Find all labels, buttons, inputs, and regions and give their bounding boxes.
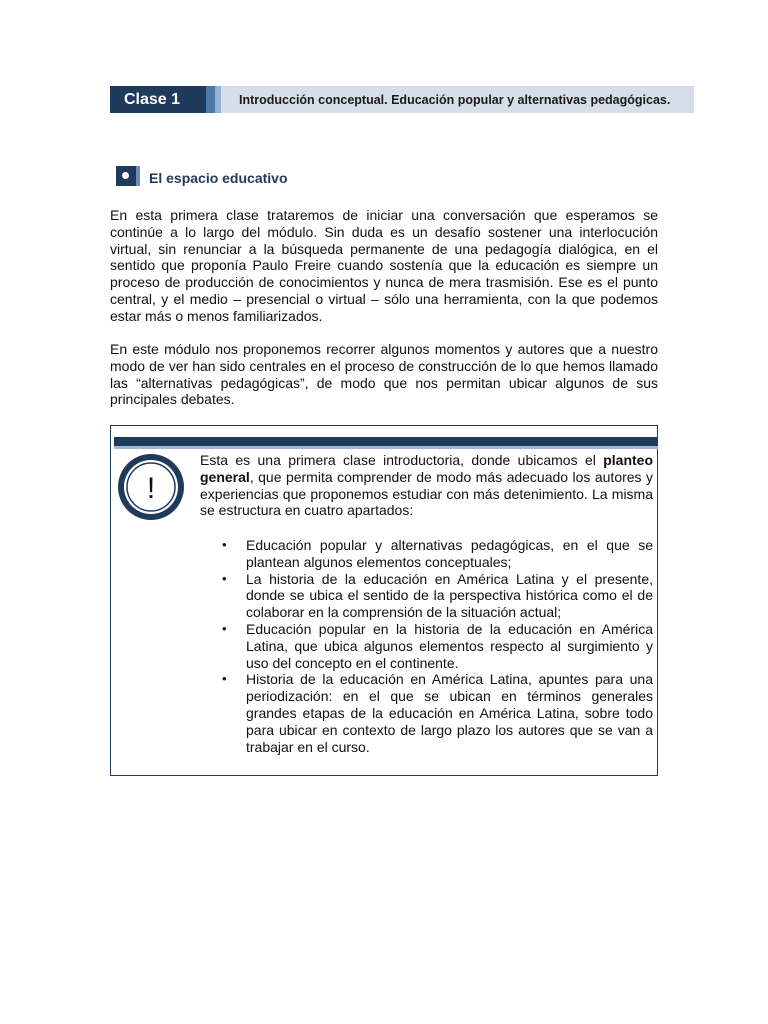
list-item: • Historia de la educación en América Latina, apuntes para una periodización: en el que se ubican en términos generales grandes etapas de la educación en América Latina, sobre todo para ubicar en contexto de largo plazo los autores que se van a trabajar en el curso. bbox=[200, 671, 653, 755]
class-header bbox=[110, 86, 694, 113]
info-box-bar bbox=[114, 437, 658, 446]
section-title: El espacio educativo bbox=[149, 170, 288, 186]
paragraph: En este módulo nos proponemos recorrer algunos momentos y autores que a nuestro modo de ver han sido centrales en el proceso de construcción de lo que hemos llamado las “alternativas pedagógicas”, de modo que nos permitan ubicar algunos de sus principales debates. bbox=[110, 341, 658, 408]
svg-text:!: ! bbox=[146, 472, 156, 505]
emphasis: planteo general bbox=[200, 452, 653, 485]
list-item: • Educación popular en la historia de la educación en América Latina, que ubica algunos elementos respecto al surgimiento y uso del concepto en el continente. bbox=[200, 621, 653, 671]
header-stripe bbox=[206, 86, 215, 113]
list-item: • La historia de la educación en América Latina y el presente, donde se ubica el sentido de la perspectiva histórica como el de colaborar en la comprensión de la situación actual; bbox=[200, 571, 653, 621]
exclamation-circle-icon bbox=[114, 451, 188, 525]
class-title: Introducción conceptual. Educación popular y alternativas pedagógicas. bbox=[221, 86, 694, 113]
info-box-list bbox=[200, 537, 653, 755]
paragraph: En esta primera clase trataremos de iniciar una conversación que esperamos se continúe a lo largo del módulo. Sin duda es un desafío sostener una interlocución virtual, sin renunciar a la búsqueda permanente de una pedagogía dialógica, en el sentido que proponía Paulo Freire cuando sostenía que la educación es siempre un proceso de producción de conocimientos y nunca de mera trasmisión. Ese es el punto central, y el medio – presencial o virtual – sólo una herramienta, con la que podemos estar más o menos familiarizados. bbox=[110, 207, 658, 324]
info-box-bar-accent bbox=[114, 446, 658, 449]
list-item: • Educación popular y alternativas pedagógicas, en el que se plantean algunos elementos conceptuales; bbox=[200, 537, 653, 571]
info-box-intro: Esta es una primera clase introductoria, donde ubicamos el planteo general, que permita comprender de modo más adecuado los autores y experiencias que proponemos estudiar con más detenimiento. La misma se estructura en cuatro apartados: bbox=[200, 452, 653, 519]
class-number-label: Clase 1 bbox=[110, 86, 206, 113]
section-heading bbox=[116, 166, 288, 186]
section-bullet-icon bbox=[116, 166, 136, 186]
